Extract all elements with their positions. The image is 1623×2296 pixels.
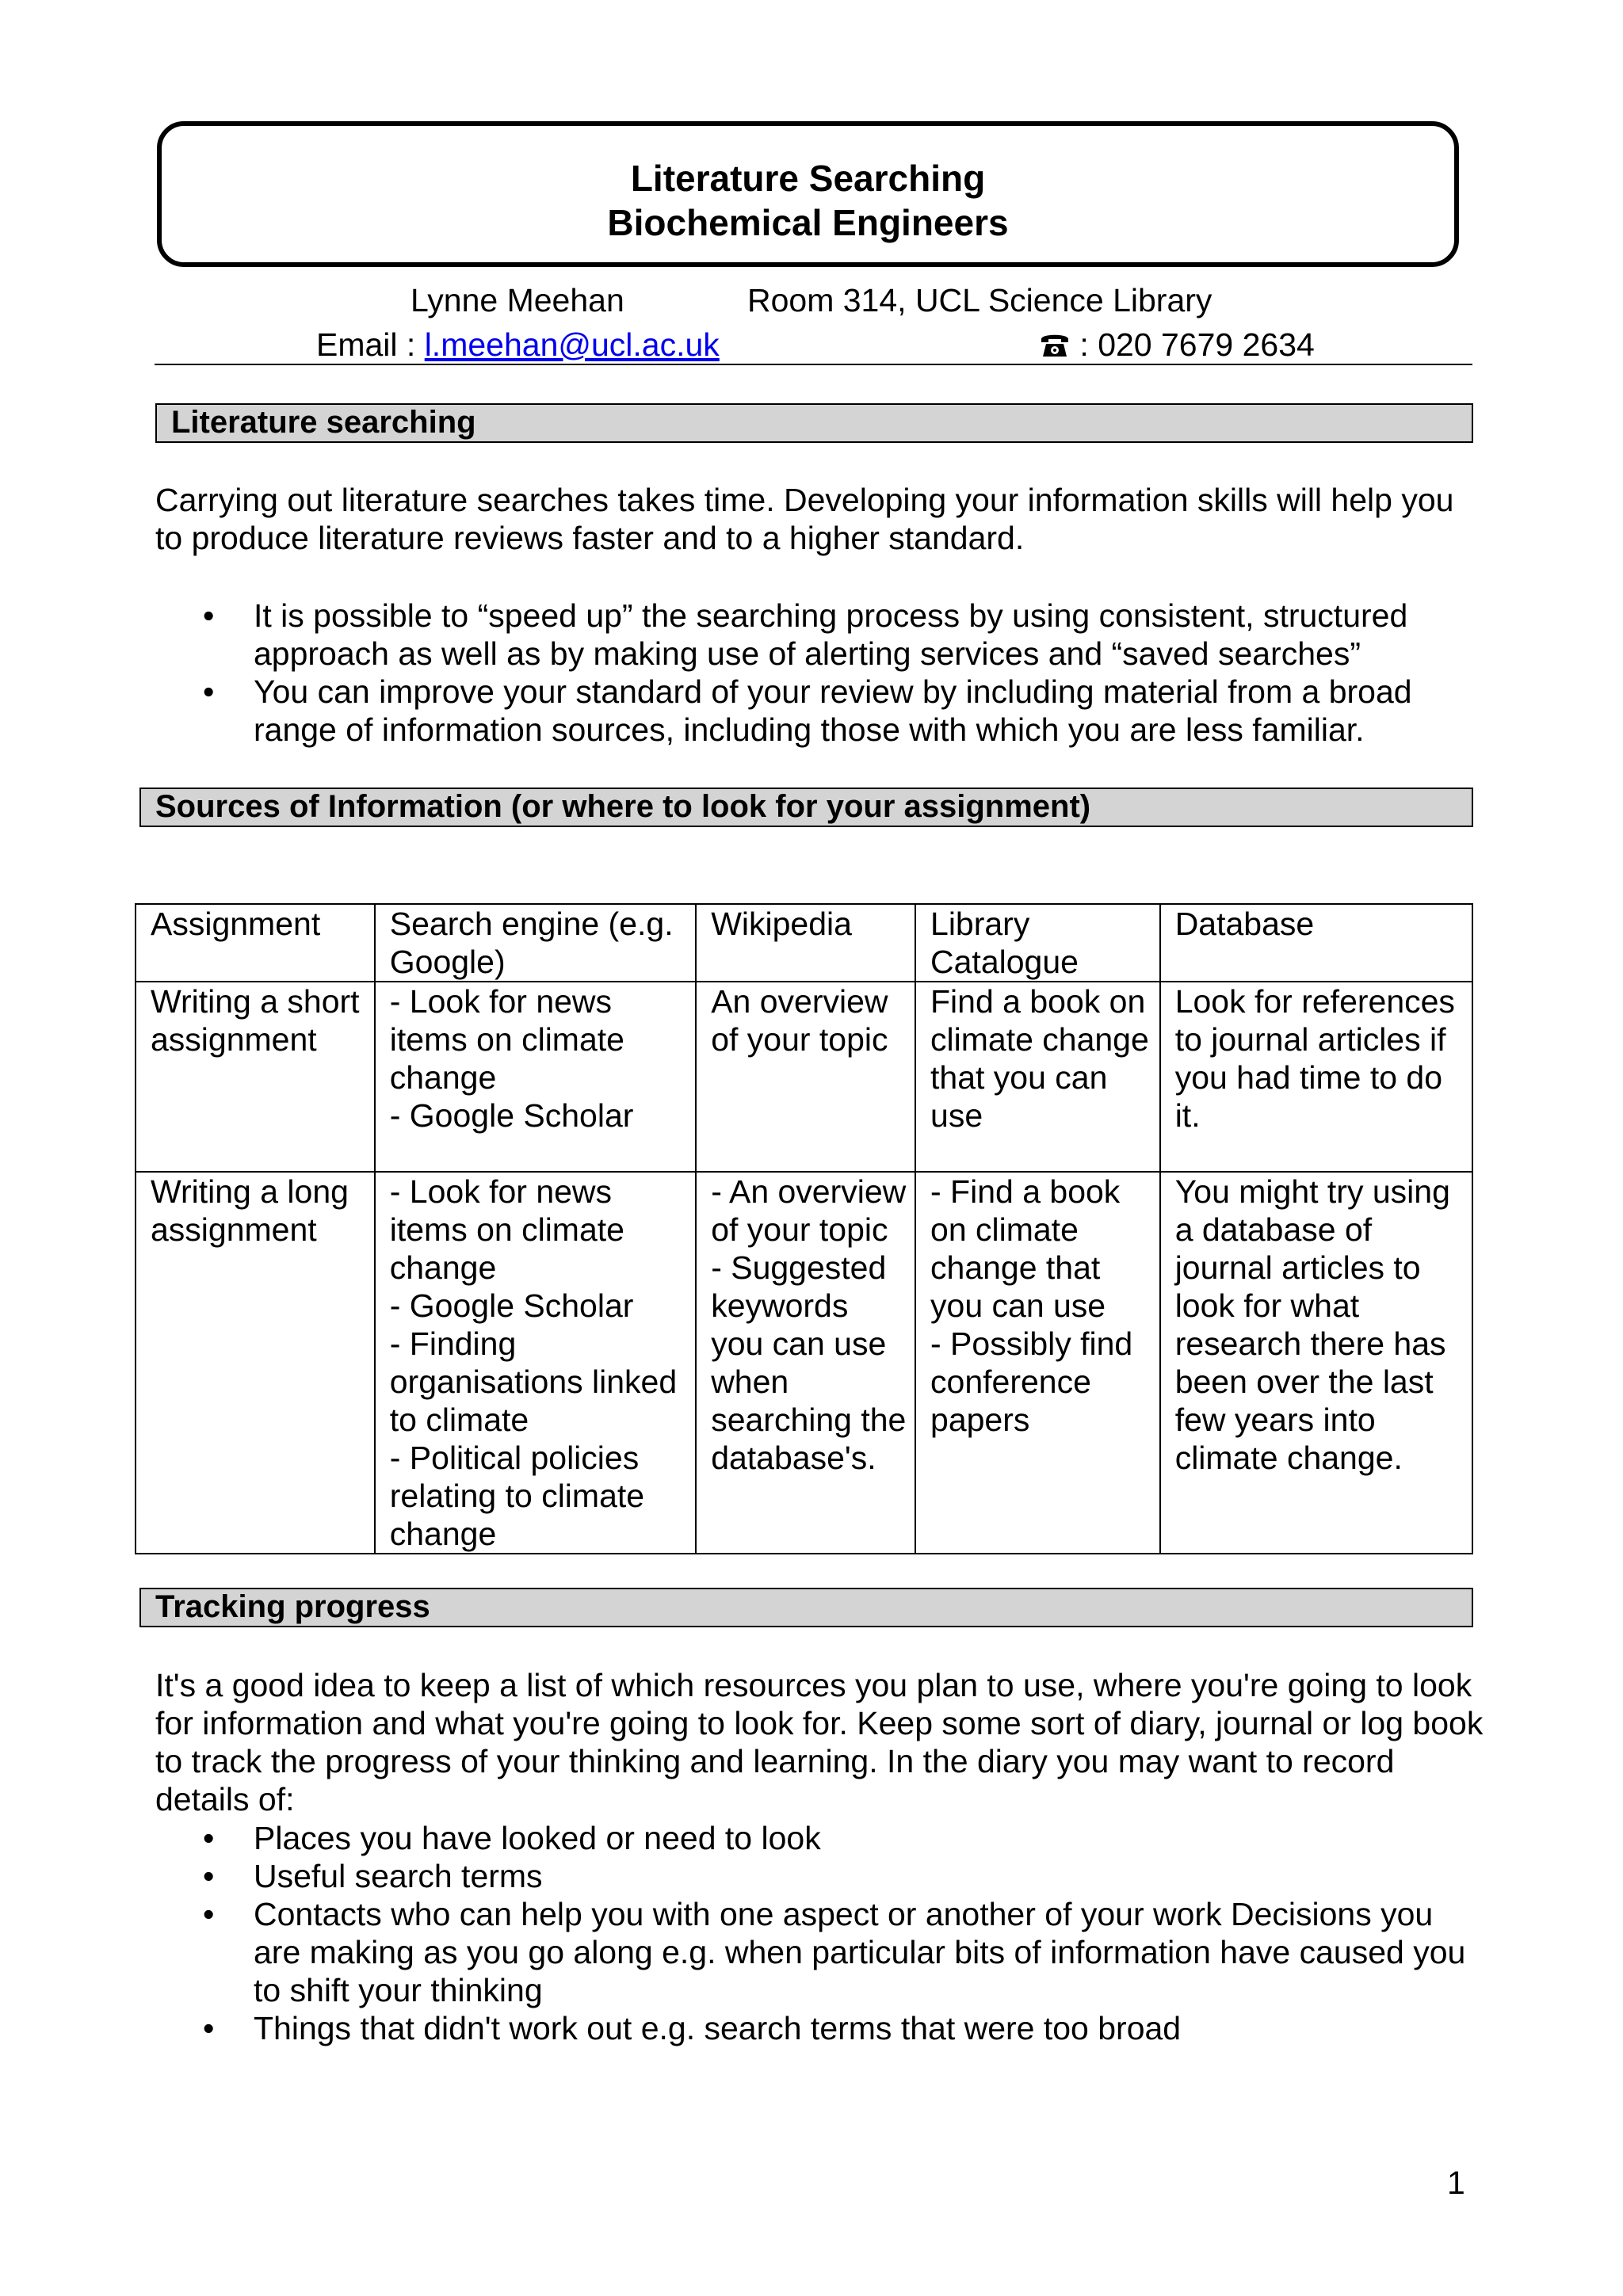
bullet-marker: • [203,597,215,634]
page-number: 1 [1447,2164,1465,2201]
email-line [316,325,720,364]
bullet-marker: • [203,1896,215,1932]
cell-library-catalogue: Find a book on climate change that you can use [915,982,1160,1172]
bullet-marker: • [203,2010,215,2046]
title-box [157,121,1459,267]
tracking-progress-bullets [155,1819,1487,2047]
author-name: Lynne Meehan [411,282,624,318]
header-divider [155,364,1472,365]
phone-number: : 020 7679 2634 [1079,326,1315,363]
room-location: Room 314, UCL Science Library [747,282,1212,318]
email-label: Email : [316,326,425,363]
bullet-marker: • [203,673,215,710]
document-subtitle: Biochemical Engineers [607,202,1009,243]
cell-search-engine: - Look for news items on climate change - Google Scholar - Finding organisations linked to climate - Political policies relating to climate change [375,1172,696,1554]
cell-wikipedia: An overview of your topic [696,982,915,1172]
section-heading-literature-searching: Literature searching [155,403,1473,443]
cell-assignment: Writing a long assignment [136,1172,375,1554]
list-item: • Things that didn't work out e.g. search terms that were too broad [203,2010,1182,2046]
cell-search-engine: - Look for news items on climate change - Google Scholar [375,982,696,1172]
tracking-progress-intro: It's a good idea to keep a list of which resources you plan to use, where you're going to look for information and what you're going to look for. Keep some sort of diary, journal or log book to track the progress of your thinking and learning. In the diary you may want to record details of: [155,1667,1484,1817]
cell-library-catalogue: - Find a book on climate change that you can use - Possibly find conference papers [915,1172,1160,1554]
column-header-wikipedia: Wikipedia [696,904,915,982]
column-header-library-catalogue: Library Catalogue [915,904,1160,982]
column-header-assignment: Assignment [136,904,375,982]
section-heading-tracking-progress: Tracking progress [139,1588,1473,1627]
table-row [136,1172,1472,1554]
cell-database: You might try using a database of journal articles to look for what research there has been over the last few years into climate change. [1160,1172,1472,1554]
email-link[interactable]: l.meehan@ucl.ac.uk [424,326,720,363]
bullet-marker: • [203,1858,215,1894]
phone-icon [1039,326,1079,363]
table-header-row [136,904,1472,982]
document-title: Literature Searching [630,158,986,199]
section-heading-sources: Sources of Information (or where to look for your assignment) [139,788,1473,827]
sources-table [135,903,1473,1554]
list-item: • Useful search terms [203,1858,543,1894]
literature-searching-bullets [155,597,1487,749]
list-item: • Places you have looked or need to look [203,1820,821,1856]
cell-database: Look for references to journal articles if you had time to do it. [1160,982,1472,1172]
column-header-search-engine: Search engine (e.g. Google) [375,904,696,982]
phone-line [1039,325,1315,364]
literature-searching-intro: Carrying out literature searches takes time. Developing your information skills will help you to produce literature reviews faster and to a higher standard. [155,482,1454,556]
list-item: • It is possible to “speed up” the searching process by using consistent, structured approach as well as by making use of alerting services and “saved searches” [203,597,1408,672]
column-header-database: Database [1160,904,1472,982]
list-item: • Contacts who can help you with one aspect or another of your work Decisions you are making as you go along e.g. when particular bits of information have caused you to shift your thinking [203,1896,1466,2008]
cell-assignment: Writing a short assignment [136,982,375,1172]
table-row [136,982,1472,1172]
list-item: • You can improve your standard of your review by including material from a broad range of information sources, including those with which you are less familiar. [203,673,1412,748]
cell-wikipedia: - An overview of your topic - Suggested keywords you can use when searching the database's. [696,1172,915,1554]
bullet-marker: • [203,1820,215,1856]
